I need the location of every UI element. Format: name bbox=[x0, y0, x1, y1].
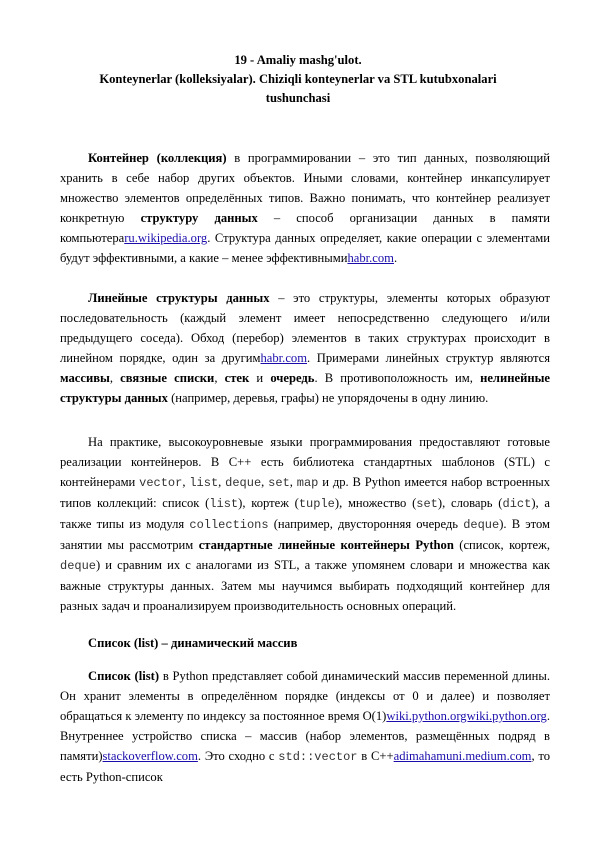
text: . Внутреннее устройство списка – массив (набор элементов, размещённых подряд в памяти) bbox=[60, 709, 550, 763]
text: (например, двусторонняя очередь bbox=[268, 517, 464, 531]
text: , bbox=[109, 371, 121, 385]
paragraph-practice bbox=[60, 432, 550, 616]
code-std-vector: std::vector bbox=[278, 750, 358, 764]
text: и др. В Python имеется набор встроенных типов коллекций: список ( bbox=[60, 475, 550, 510]
text: (список, кортеж, bbox=[453, 538, 550, 552]
code-set: set bbox=[268, 476, 290, 490]
code-map: map bbox=[296, 476, 319, 490]
paragraph-linear-structures bbox=[60, 288, 550, 408]
term-stack: стек bbox=[224, 371, 250, 385]
text: , bbox=[214, 371, 225, 385]
code-dict: dict bbox=[502, 497, 532, 511]
text: ), словарь ( bbox=[437, 496, 503, 510]
term-list: Список (list) bbox=[88, 669, 160, 683]
source-link-stackoverflow[interactable]: stackoverflow.com bbox=[102, 749, 198, 763]
code-tuple: tuple bbox=[298, 497, 335, 511]
text: в C++ bbox=[357, 749, 394, 763]
text: (например, деревья, графы) не упорядочены в одну линию. bbox=[167, 391, 489, 405]
code-deque: deque bbox=[60, 559, 97, 573]
text: . В противоположность им, bbox=[314, 371, 481, 385]
text: , bbox=[182, 475, 190, 489]
text: в Python представляет собой динамический массив переменной длины. Он хранит элементы в определённом порядке (индексы от 0 и далее) и позволяет обращаться к элементу по индексу за постоянное время O(1) bbox=[60, 669, 550, 723]
code-list: list bbox=[189, 476, 219, 490]
text: . Примерами линейных структур являются bbox=[307, 351, 550, 365]
term-arrays: массивы bbox=[60, 371, 110, 385]
text: в программировании – это тип данных, позволяющий хранить в себе набор других объектов. Иными словами, контейнер инкапсулирует множество элементов определённых типов. Важно понимать, что контейнер реализует конкретную bbox=[60, 151, 551, 225]
source-link-habr[interactable]: habr.com bbox=[347, 251, 394, 265]
code-collections: collections bbox=[189, 518, 269, 532]
source-link-habr[interactable]: habr.com bbox=[260, 351, 308, 365]
text: , то есть Python-список bbox=[60, 749, 550, 784]
source-link-wikipedia[interactable]: ru.wikipedia.org bbox=[124, 231, 208, 245]
section-heading-list bbox=[60, 633, 550, 653]
source-link-python-wiki[interactable]: wiki.python.orgwiki.python.org bbox=[386, 709, 547, 723]
text: ), кортеж ( bbox=[238, 496, 299, 510]
term-queue: очередь bbox=[270, 371, 315, 385]
text: . bbox=[393, 251, 398, 265]
text: ). В этом занятии мы рассмотрим bbox=[60, 517, 551, 552]
text: – способ организации данных в памяти компьютера bbox=[60, 211, 550, 245]
term-linked-lists: связные списки bbox=[120, 371, 215, 385]
code-list: list bbox=[209, 497, 239, 511]
code-deque: deque bbox=[463, 518, 500, 532]
source-link-medium[interactable]: adimahamuni.medium.com bbox=[393, 749, 532, 763]
code-set: set bbox=[416, 497, 438, 511]
text: ), а также типы из модуля bbox=[60, 496, 550, 531]
code-vector: vector bbox=[139, 476, 183, 490]
term-container: Контейнер (коллекция) bbox=[88, 151, 227, 165]
code-deque: deque bbox=[225, 476, 262, 490]
topic-title: Konteynerlar (kolleksiyalar). Chiziqli konteynerlar va STL kutubxonalari bbox=[99, 72, 497, 86]
text: , bbox=[261, 475, 269, 489]
paragraph-container-definition bbox=[60, 148, 550, 268]
topic-title-continuation: tushunchasi bbox=[265, 91, 331, 105]
section-heading-text: Список (list) – динамический массив bbox=[88, 636, 298, 650]
term-linear-structures: Линейные структуры данных bbox=[88, 291, 270, 305]
paragraph-list-description bbox=[60, 666, 550, 787]
term-nonlinear-structures: нелинейные структуры данных bbox=[60, 371, 551, 405]
text: На практике, высокоуровневые языки программирования предоставляют готовые реализации контейнеров. В C++ есть библиотека стандартных шаблонов (STL) с контейнерами bbox=[60, 435, 550, 489]
term-data-structure: структуру данных bbox=[140, 211, 258, 225]
text: ) и сравним их с аналогами из STL, а также упомянем словари и множества как важные структуры данных. Затем мы научимся выбирать подходящий контейнер для разных задач и проанализируем производительность основных операций. bbox=[60, 558, 550, 613]
text: ), множество ( bbox=[334, 496, 417, 510]
text: , bbox=[218, 475, 226, 489]
text: , bbox=[289, 475, 297, 489]
exercise-number-title: 19 - Amaliy mashg'ulot. bbox=[234, 53, 362, 67]
term-standard-linear-containers: стандартные линейные контейнеры Python bbox=[198, 538, 454, 552]
text: и bbox=[249, 371, 271, 385]
text: . Структура данных определяет, какие операции с элементами будут эффективными, а какие – менее эффективными bbox=[60, 231, 550, 265]
text: – это структуры, элементы которых образуют последовательность (каждый элемент имеет непосредственно следующего и/или предыдущего соседа). Обход (перебор) элементов в таких структурах происходит в линейном порядке, один за другим bbox=[60, 291, 550, 365]
text: . Это сходно с bbox=[197, 749, 279, 763]
